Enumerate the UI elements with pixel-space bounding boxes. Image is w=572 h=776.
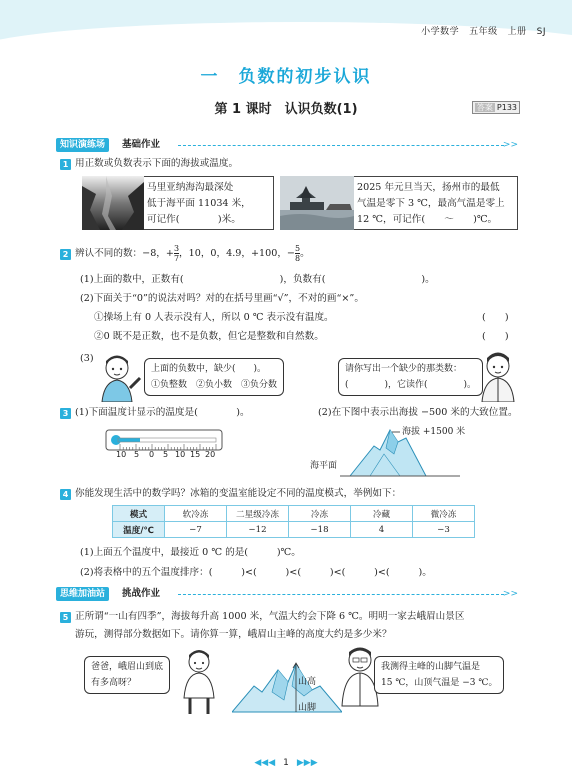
answer-page: P133 bbox=[496, 103, 517, 112]
page-footer bbox=[0, 758, 572, 768]
q2-part1: (1)上面的数中，正数有( )，负数有( )。 bbox=[80, 274, 435, 285]
mountain-foot-label: 山脚 bbox=[298, 703, 317, 713]
bubble-line: 上面的负数中，缺少( )。 bbox=[151, 364, 267, 374]
section-arrow: >> bbox=[502, 140, 518, 150]
scale-tick-label: 0 bbox=[149, 450, 155, 459]
mountain-height-label: 山高 bbox=[298, 677, 317, 687]
q2-part3-label: (3) bbox=[80, 353, 94, 364]
q1-left-line: 可记作( )米。 bbox=[147, 214, 241, 225]
bubble-line: 有多高呀？ bbox=[91, 678, 137, 688]
q4-part1: (1)上面五个温度中，最接近 0 ℃ 的是( )℃。 bbox=[80, 547, 301, 558]
section-arrow: >> bbox=[502, 589, 518, 599]
table-header-cell: 二星级冷冻 bbox=[227, 506, 289, 522]
peak-label: 海拔 +1500 米 bbox=[402, 427, 466, 437]
frac-den: 7 bbox=[173, 254, 180, 263]
yangzhou-photo bbox=[280, 176, 354, 230]
trench-photo bbox=[82, 176, 144, 230]
bubble-line: ( )，它读作( )。 bbox=[345, 380, 477, 390]
q3-part1-text: (1)下面温度计显示的温度是( )。 bbox=[75, 407, 250, 418]
q5-bubble-data bbox=[374, 656, 504, 694]
scale-tick-label: 5 bbox=[134, 450, 140, 459]
q5-number: 5 bbox=[60, 612, 71, 623]
scale-tick-label: 5 bbox=[163, 450, 169, 459]
q2-part2a-bracket: ( ) bbox=[482, 312, 509, 323]
thermometer-scale bbox=[112, 450, 220, 460]
bubble-line: 15 ℃，山顶气温是 −3 ℃。 bbox=[381, 678, 498, 688]
q1-left-line: 马里亚纳海沟最深处 bbox=[147, 182, 234, 193]
bubble-write-number bbox=[338, 358, 483, 396]
emei-mountain bbox=[232, 660, 342, 716]
section-tag: 思维加油站 bbox=[56, 587, 109, 601]
q2-part2b-bracket: ( ) bbox=[482, 331, 509, 342]
header-subject: 小学数学 bbox=[421, 27, 460, 37]
header-volume: 上册 bbox=[507, 27, 527, 37]
scale-tick-label: 10 bbox=[175, 450, 186, 459]
section-tag: 知识演练场 bbox=[56, 138, 109, 152]
table-cell: −3 bbox=[413, 522, 475, 538]
frac-num: 3 bbox=[173, 244, 180, 253]
q2-stem bbox=[60, 244, 310, 264]
q1-left-text bbox=[147, 180, 251, 228]
temperature-table bbox=[112, 505, 475, 538]
answer-label: 答案 bbox=[476, 103, 493, 112]
table-header-row bbox=[113, 506, 475, 522]
table-cell: 4 bbox=[351, 522, 413, 538]
table-header-cell: 冷冻 bbox=[289, 506, 351, 522]
q2-part2a: ①操场上有 0 人表示没有人，所以 0 ℃ 表示没有温度。 bbox=[94, 312, 334, 323]
page-number: 1 bbox=[283, 758, 289, 768]
q1-right-text bbox=[357, 180, 505, 228]
table-cell: 温度/℃ bbox=[113, 522, 165, 538]
header-grade: 五年级 bbox=[469, 27, 498, 37]
q5-stem bbox=[60, 608, 464, 644]
q2-number: 2 bbox=[60, 249, 71, 260]
table-cell: −12 bbox=[227, 522, 289, 538]
q5-bubble-question bbox=[84, 656, 170, 694]
section-challenge bbox=[56, 587, 518, 601]
q2-stem-mid: ，10，0，4.9，+100，− bbox=[179, 248, 295, 259]
frac-num: 5 bbox=[294, 244, 301, 253]
footer-left-arrows: ◀◀◀ bbox=[254, 758, 276, 768]
lesson-title: 第 1 课时 认识负数(1) bbox=[214, 102, 358, 117]
q2-part2b: ②0 既不是正数，也不是负数，但它是整数和自然数。 bbox=[94, 331, 324, 342]
q3-part2: (2)在下图中表示出海拔 −500 米的大致位置。 bbox=[318, 407, 518, 418]
header-band bbox=[0, 0, 572, 46]
q1-left-line: 低于海平面 11034 米， bbox=[147, 198, 251, 209]
q3-part1 bbox=[60, 406, 250, 419]
sea-level-label: 海平面 bbox=[310, 461, 338, 471]
q1-number: 1 bbox=[60, 159, 71, 170]
child-illustration bbox=[176, 648, 222, 714]
q1-stem bbox=[60, 157, 238, 170]
unit-title: 一 负数的初步认识 bbox=[200, 67, 372, 87]
q2-stem-end: 。 bbox=[300, 248, 310, 259]
q2-part2: (2)下面关于“0”的说法对吗？对的在括号里画“√”，不对的画“×”。 bbox=[80, 293, 364, 304]
frac-den: 8 bbox=[294, 254, 301, 263]
q4-number: 4 bbox=[60, 489, 71, 500]
q1-right-line: 2025 年元旦当天，扬州市的最低 bbox=[357, 182, 500, 193]
table-row bbox=[113, 522, 475, 538]
section-sub: 挑战作业 bbox=[122, 588, 161, 599]
q1-stem-text: 用正数或负数表示下面的海拔或温度。 bbox=[75, 158, 239, 169]
q1-right-line: 气温是零下 3 ℃，最高气温是零上 bbox=[357, 198, 505, 209]
q5-line: 游玩，测得部分数据如下。请你算一算，峨眉山主峰的高度大约是多少米？ bbox=[75, 629, 392, 640]
bubble-line: 我测得主峰的山脚气温是 bbox=[381, 662, 481, 672]
bubble-line: 请你写出一个缺少的那类数： bbox=[345, 364, 463, 374]
bubble-missing-type bbox=[144, 358, 284, 396]
q2-stem-text: 辨认不同的数：−8，+ bbox=[75, 248, 174, 259]
table-header-cell: 冷藏 bbox=[351, 506, 413, 522]
table-header-cell: 模式 bbox=[113, 506, 165, 522]
section-basic bbox=[56, 138, 518, 152]
table-header-cell: 微冷冻 bbox=[413, 506, 475, 522]
section-sub: 基础作业 bbox=[122, 139, 161, 150]
boy-illustration-left bbox=[92, 352, 142, 402]
q4-stem-text: 你能发现生活中的数学吗？冰箱的变温室能设定不同的温度模式，举例如下： bbox=[75, 488, 402, 499]
header-edition: SJ bbox=[536, 27, 546, 37]
q3-number: 3 bbox=[60, 408, 71, 419]
q1-right-line: 12 ℃，可记作( ～ )℃。 bbox=[357, 214, 498, 225]
table-cell: −7 bbox=[165, 522, 227, 538]
footer-right-arrows: ▶▶▶ bbox=[296, 758, 318, 768]
boy-illustration-right bbox=[478, 350, 520, 402]
answer-ref bbox=[472, 101, 520, 114]
bubble-line: 爸爸，峨眉山到底 bbox=[91, 662, 164, 672]
q5-line: 正所谓“一山有四季”，海拔每升高 1000 米，气温大约会下降 6 ℃。明明一家去峨眉山景区 bbox=[75, 611, 465, 622]
q4-stem bbox=[60, 487, 401, 500]
table-header-cell: 软冷冻 bbox=[165, 506, 227, 522]
scale-tick-label: 15 bbox=[190, 450, 201, 459]
bubble-options: ①负整数 ②负小数 ③负分数 bbox=[151, 380, 278, 390]
scale-tick-label: 10 bbox=[116, 450, 127, 459]
table-cell: −18 bbox=[289, 522, 351, 538]
q4-part2: (2)将表格中的五个温度排序：( )<( )<( )<( )<( )。 bbox=[80, 567, 432, 578]
scale-tick-label: 20 bbox=[205, 450, 216, 459]
header-info bbox=[411, 24, 546, 37]
